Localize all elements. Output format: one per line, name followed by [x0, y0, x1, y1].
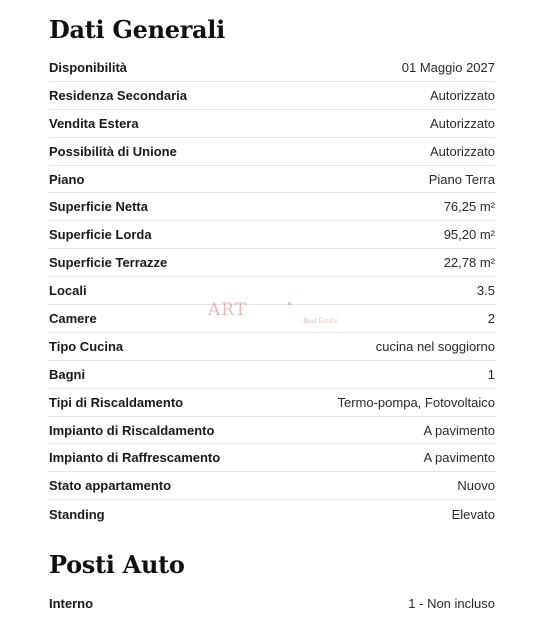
table-row [49, 82, 495, 110]
row-value: Autorizzato [429, 87, 495, 103]
row-value: Piano Terra [428, 171, 495, 187]
table-row [49, 417, 495, 445]
row-value: Autorizzato [429, 115, 495, 131]
watermark-subtext: Real Estate [303, 318, 338, 325]
row-label: Camere [49, 310, 97, 326]
row-label: Impianto di Raffrescamento [49, 450, 221, 466]
row-label: Residenza Secondaria [49, 87, 187, 103]
row-value: 1 [487, 366, 495, 382]
watermark-text: ART [208, 300, 248, 320]
posti-auto-table [49, 590, 495, 618]
row-label: Disponibilità [49, 59, 127, 75]
row-label: Tipi di Riscaldamento [49, 394, 184, 410]
table-row [49, 472, 495, 500]
table-row [49, 333, 495, 361]
table-row [49, 54, 495, 82]
row-value: 2 [487, 310, 495, 326]
table-row [49, 361, 495, 389]
row-label: Possibilità di Unione [49, 143, 177, 159]
row-value: A pavimento [423, 450, 495, 466]
table-row [49, 389, 495, 417]
row-label: Impianto di Riscaldamento [49, 422, 215, 438]
row-value: A pavimento [423, 422, 495, 438]
row-value: Elevato [451, 506, 495, 522]
row-value: cucina nel soggiorno [375, 338, 495, 354]
table-row [49, 249, 495, 277]
row-label: Piano [49, 171, 85, 187]
section-title-dati-generali: Dati Generali [49, 15, 225, 44]
row-label: Locali [49, 283, 87, 299]
row-value: 01 Maggio 2027 [401, 59, 495, 75]
row-value: Termo-pompa, Fotovoltaico [337, 394, 495, 410]
row-label: Vendita Estera [49, 115, 139, 131]
table-row [49, 138, 495, 166]
row-value: Nuovo [457, 478, 495, 494]
row-value: 1 - Non incluso [408, 596, 495, 612]
dati-generali-table [49, 54, 495, 528]
row-value: 76,25 m² [443, 199, 495, 215]
row-value: 22,78 m² [443, 255, 495, 271]
table-row [49, 444, 495, 472]
table-row [49, 193, 495, 221]
table-row [49, 590, 495, 618]
section-title-posti-auto: Posti Auto [49, 550, 185, 579]
row-label: Interno [49, 596, 94, 612]
row-label: Standing [49, 506, 105, 522]
row-value: 3.5 [476, 283, 495, 299]
table-row [49, 166, 495, 194]
table-row [49, 221, 495, 249]
row-label: Superficie Terrazze [49, 255, 168, 271]
table-row [49, 110, 495, 138]
row-value: 95,20 m² [443, 227, 495, 243]
row-label: Superficie Netta [49, 199, 148, 215]
row-value: Autorizzato [429, 143, 495, 159]
row-label: Tipo Cucina [49, 338, 124, 354]
table-row [49, 277, 495, 305]
row-label: Superficie Lorda [49, 227, 152, 243]
row-label: Bagni [49, 366, 86, 382]
table-row [49, 305, 495, 333]
table-row [49, 500, 495, 528]
row-label: Stato appartamento [49, 478, 172, 494]
